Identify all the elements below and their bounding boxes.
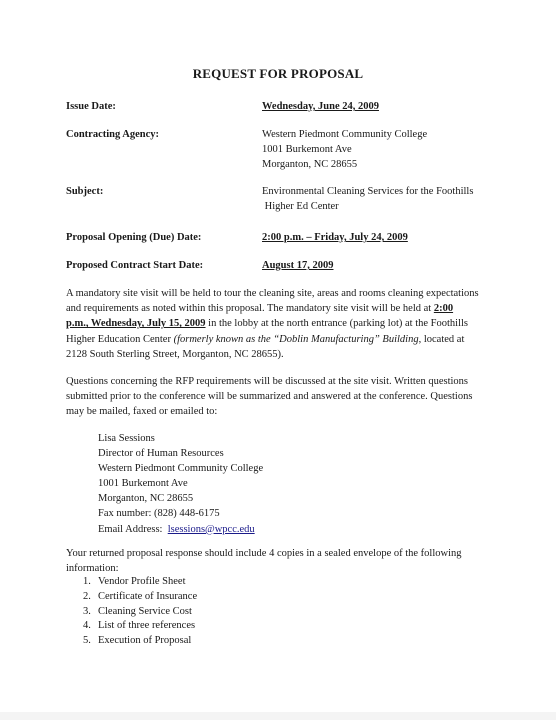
requirements-list xyxy=(83,575,197,649)
site-visit-line-2 xyxy=(66,301,498,316)
contact-email-label: Email Address: xyxy=(98,523,168,535)
questions-line-2: submitted prior to the conference will be summarized and answered at the conference. Questions xyxy=(66,391,473,403)
list-item-text: Certificate of Insurance xyxy=(98,590,198,602)
site-visit-line-1: A mandatory site visit will be held to tour the cleaning site, areas and rooms cleaning expectations xyxy=(66,288,479,299)
response-paragraph xyxy=(66,546,498,576)
start-date-label: Proposed Contract Start Date: xyxy=(66,260,204,271)
list-item-text: List of three references xyxy=(98,620,196,632)
questions-line-1: Questions concerning the RFP requirements will be discussed at the site visit. Written questions xyxy=(66,376,469,387)
site-visit-located: , located at xyxy=(418,333,465,345)
list-item xyxy=(83,575,197,590)
agency-street: 1001 Burkemont Ave xyxy=(262,144,352,155)
list-item-text: Execution of Proposal xyxy=(98,635,192,647)
list-item-number: 5. xyxy=(83,635,91,647)
response-line-1: Your returned proposal response should include 4 copies in a sealed envelope of the following xyxy=(66,548,462,559)
contact-email-link[interactable]: lsessions@wpcc.edu xyxy=(167,523,255,535)
questions-line-3: may be mailed, faxed or emailed to: xyxy=(66,406,218,418)
contact-street: 1001 Burkemont Ave xyxy=(98,478,188,490)
list-item-number: 1. xyxy=(83,576,91,587)
contact-name: Lisa Sessions xyxy=(98,433,155,444)
subject-line-1: Environmental Cleaning Services for the Foothills xyxy=(262,186,474,197)
opening-date-value: 2:00 p.m. – Friday, July 24, 2009 xyxy=(262,232,408,243)
site-visit-paragraph xyxy=(66,286,498,362)
start-date-value: August 17, 2009 xyxy=(262,260,334,271)
document-title: REQUEST FOR PROPOSAL xyxy=(192,66,364,81)
issue-date-label: Issue Date: xyxy=(66,101,116,112)
list-item-number: 2. xyxy=(83,590,91,602)
site-visit-center: Higher Education Center xyxy=(66,333,174,345)
list-item xyxy=(83,634,197,649)
subject-label: Subject: xyxy=(66,186,104,197)
contracting-agency-value xyxy=(262,127,427,172)
agency-name: Western Piedmont Community College xyxy=(262,129,428,140)
contact-fax: Fax number: (828) 448-6175 xyxy=(98,508,220,520)
contracting-agency-label: Contracting Agency: xyxy=(66,129,160,140)
site-visit-former-name: (formerly known as the “Doblin Manufacturing” Building xyxy=(173,333,419,345)
contact-email-line xyxy=(98,522,263,537)
site-visit-line-3 xyxy=(66,316,498,331)
subject-value xyxy=(262,184,473,214)
site-visit-line-5: 2128 South Sterling Street, Morganton, NC 28655). xyxy=(66,348,284,360)
site-visit-location: in the lobby at the north entrance (parking lot) at the Foothills xyxy=(205,318,468,330)
page-footer-strip xyxy=(0,712,556,720)
contact-title: Director of Human Resources xyxy=(98,448,224,460)
agency-city: Morganton, NC 28655 xyxy=(262,159,358,170)
list-item-text: Vendor Profile Sheet xyxy=(98,576,186,587)
site-visit-date: p.m., Wednesday, July 15, 2009 xyxy=(66,318,206,330)
contact-city: Morganton, NC 28655 xyxy=(98,493,194,505)
contact-org: Western Piedmont Community College xyxy=(98,463,264,475)
list-item xyxy=(83,590,197,605)
response-line-2: information: xyxy=(66,563,119,575)
site-visit-line-4 xyxy=(66,332,498,347)
contact-block xyxy=(98,431,263,537)
subject-line-2: Higher Ed Center xyxy=(262,201,339,212)
site-visit-text: and requirements as noted within this proposal. The mandatory site visit will be held at xyxy=(66,303,434,315)
issue-date-value: Wednesday, June 24, 2009 xyxy=(262,101,379,112)
opening-date-label: Proposal Opening (Due) Date: xyxy=(66,232,202,243)
list-item-number: 3. xyxy=(83,605,91,617)
list-item xyxy=(83,605,197,620)
questions-paragraph xyxy=(66,374,498,420)
site-visit-time: 2:00 xyxy=(433,303,454,315)
list-item-text: Cleaning Service Cost xyxy=(98,605,192,617)
list-item xyxy=(83,619,197,634)
list-item-number: 4. xyxy=(83,620,91,632)
